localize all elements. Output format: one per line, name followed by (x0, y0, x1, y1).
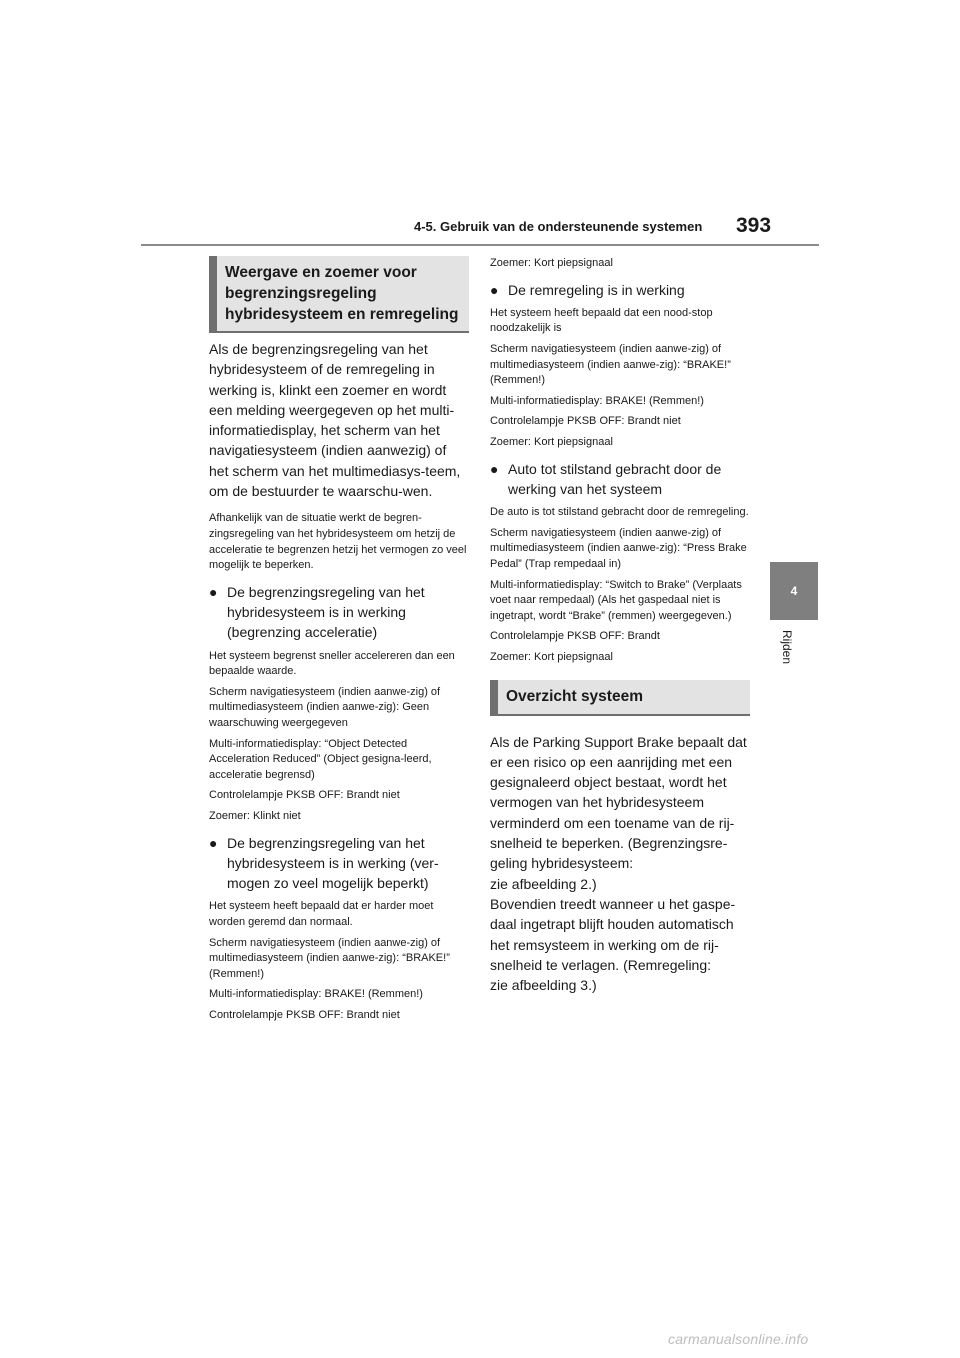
bullet-item (209, 833, 469, 894)
bullet-icon: ● (209, 834, 218, 851)
bullet-item (490, 280, 750, 300)
detail-line: Controlelampje PKSB OFF: Brandt (490, 630, 660, 643)
detail-line: Zoemer: Kort piepsignaal (490, 436, 613, 449)
bullet-icon: ● (490, 281, 499, 298)
detail-line: Controlelampje PKSB OFF: Brandt niet (209, 1009, 400, 1022)
bullet-item (209, 582, 469, 643)
detail-line: Zoemer: Kort piepsignaal (490, 257, 613, 269)
bullet-item (490, 459, 750, 500)
bullet-title: De begrenzingsregeling van het hybridesysteem is in werking (ver-mogen zo veel mogelijk beperkt) (227, 834, 439, 892)
header-divider (141, 244, 819, 246)
figure-reference: zie afbeelding 3.) (490, 977, 597, 994)
detail-line: Het systeem begrenst sneller accelereren dan een bepaalde waarde. (209, 649, 455, 678)
bullet-title: Auto tot stilstand gebracht door de werking van het systeem (508, 460, 722, 497)
bullet-icon: ● (490, 460, 499, 477)
detail-line: Zoemer: Klinkt niet (209, 809, 301, 822)
section-title: 4-5. Gebruik van de ondersteunende systemen (414, 219, 703, 234)
right-column (490, 256, 750, 995)
bullet-title: De begrenzingsregeling van het hybridesysteem is in werking (begrenzing acceleratie) (227, 583, 425, 641)
section-heading-display: Weergave en zoemer voor begrenzingsregeling hybridesysteem en remregeling (209, 256, 469, 333)
detail-line: Scherm navigatiesysteem (indien aanwe-zig) of multimediasysteem (indien aanwe-zig): “BRAKE!” (Remmen!) (209, 936, 450, 980)
detail-line: Controlelampje PKSB OFF: Brandt niet (209, 789, 400, 802)
detail-line: Zoemer: Kort piepsignaal (490, 650, 613, 663)
detail-line: De auto is tot stilstand gebracht door de remregeling. (490, 506, 749, 519)
bullet-title: De remregeling is in werking (508, 281, 685, 298)
section-heading-overview: Overzicht systeem (490, 680, 750, 716)
detail-line: Controlelampje PKSB OFF: Brandt niet (490, 415, 681, 428)
overview-text-2: Bovendien treedt wanneer u het gaspe-daal ingetrapt blijft houden automatisch het remsysteem in werking om de rij-snelheid te verlagen. (Remregeling: (490, 895, 736, 973)
detail-line: Multi-informatiedisplay: “Object Detected Acceleration Reduced” (Object gesigna-leerd, acceleratie begrensd) (209, 737, 432, 781)
note-paragraph: Afhankelijk van de situatie werkt de begren-zingsregeling van het hybridesysteem om hetzij de acceleratie te begrenzen hetzij het vermogen zo veel mogelijk te beperken. (209, 512, 467, 572)
chapter-label: Rijden (780, 630, 794, 665)
bullet-icon: ● (209, 583, 218, 600)
detail-line: Multi-informatiedisplay: “Switch to Brake” (Verplaats voet naar rempedaal) (Als het gaspedaal niet is ingetrapt, wordt “Brake” (remmen) weergegeven.) (490, 578, 742, 622)
chapter-tab: 4 (770, 562, 818, 620)
watermark: carmanualsonline.info (668, 1331, 809, 1347)
left-column (209, 256, 469, 1029)
page-number: 393 (736, 214, 772, 237)
overview-paragraph (490, 732, 750, 996)
detail-line: Scherm navigatiesysteem (indien aanwe-zig) of multimediasysteem (indien aanwe-zig): Geen waarschuwing weergegeven (209, 685, 441, 730)
detail-line: Scherm navigatiesysteem (indien aanwe-zig) of multimediasysteem (indien aanwe-zig): “Press Brake Pedal” (Trap rempedaal in) (490, 526, 747, 571)
detail-line: Het systeem heeft bepaald dat er harder moet worden geremd dan normaal. (209, 900, 434, 929)
detail-line: Multi-informatiedisplay: BRAKE! (Remmen!) (490, 394, 704, 407)
intro-paragraph: Als de begrenzingsregeling van het hybridesysteem of de remregeling in werking is, klinkt een zoemer en wordt een melding weergegeven op het multi-informatiedisplay, het scherm van het navigatiesysteem (indien aanwezig) of het scherm van het multimediasys-teem, om de bestuurder te waarschu-wen. (209, 341, 461, 500)
detail-line: Scherm navigatiesysteem (indien aanwe-zig) of multimediasysteem (indien aanwe-zig): “BRAKE!” (Remmen!) (490, 343, 731, 387)
detail-line: Multi-informatiedisplay: BRAKE! (Remmen!) (209, 988, 423, 1001)
figure-reference: zie afbeelding 2.) (490, 875, 597, 892)
overview-text-1: Als de Parking Support Brake bepaalt dat er een risico op een aanrijding met een gesignaleerd object bestaat, wordt het vermogen van het hybridesysteem verminderd om een toename van de rij-snelheid te beperken. (Begrenzingsre-geling hybridesysteem: (490, 733, 747, 872)
detail-line: Het systeem heeft bepaald dat een nood-stop noodzakelijk is (490, 306, 713, 335)
